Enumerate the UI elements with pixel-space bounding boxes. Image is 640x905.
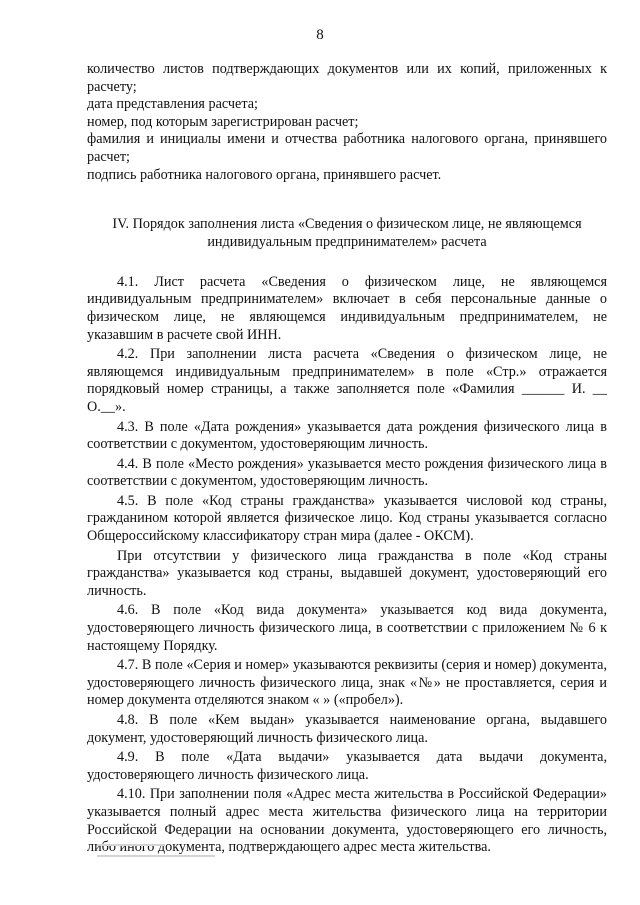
page-number: 8: [316, 27, 324, 43]
paragraph: 4.3. В поле «Дата рождения» указывается дата рождения физического лица в соответствии с документом, удостоверяющим личность.: [87, 418, 607, 453]
section-heading: IV. Порядок заполнения листа «Сведения о физическом лице, не являющемся индивидуальным предпринимателем» расчета: [112, 216, 582, 250]
list-item: фамилия и инициалы имени и отчества работника налогового органа, принявшего расчет;: [87, 131, 607, 165]
stamp-mark-icon: [95, 840, 235, 862]
paragraph: 4.7. В поле «Серия и номер» указываются реквизиты (серия и номер) документа, удостоверяющего личность физического лица, знак «№» не проставляется, серия и номер документа отделяются знаком « » («пробел»).: [87, 657, 607, 709]
paragraph: 4.6. В поле «Код вида документа» указывается код вида документа, удостоверяющего личность физического лица, в соответствии с приложением № 6 к настоящему Порядку.: [87, 602, 607, 654]
faint-registration-stamp: [95, 840, 295, 865]
list-item: номер, под которым зарегистрирован расчет;: [87, 113, 359, 130]
paragraph: 4.2. При заполнении листа расчета «Сведения о физическом лице, не являющемся индивидуальным предпринимателем» в поле «Стр.» отражается порядковый номер страницы, а также заполняется поле «Фамилия ______ И. __ О.__».: [87, 346, 607, 415]
paragraph: 4.8. В поле «Кем выдан» указывается наименование органа, выдавшего документ, удостоверяющий личность физического лица.: [87, 712, 607, 746]
list-item: дата представления расчета;: [87, 96, 258, 113]
paragraph: 4.5. В поле «Код страны гражданства» указывается числовой код страны, гражданином которой является физическое лицо. Код страны указывается согласно Общероссийскому классификатору стран мира (далее - ОКСМ).: [87, 492, 607, 545]
paragraph: 4.9. В поле «Дата выдачи» указывается дата выдачи документа, удостоверяющего личность физического лица.: [87, 749, 607, 783]
paragraph: При отсутствии у физического лица гражданства в поле «Код страны гражданства» указывается код страны, выдавшей документ, удостоверяющий его личность.: [87, 547, 607, 599]
paragraph: 4.10. При заполнении поля «Адрес места жительства в Российской Федерации» указывается полный адрес места жительства физического лица на территории Российской Федерации на основании документа, удостоверяющего его личность, либо иного документа, подтверждающего адрес места жительства.: [87, 786, 607, 856]
paragraph: 4.1. Лист расчета «Сведения о физическом лице, не являющемся индивидуальным предпринимателем» включает в себя персональные данные о физическом лице, не являющемся индивидуальным предпринимателем, не указавшим в расчете свой ИНН.: [87, 273, 607, 343]
receipt-fields-list: [87, 61, 607, 184]
section-body: [87, 274, 607, 857]
list-item: количество листов подтверждающих документов или их копий, приложенных к расчету;: [87, 61, 607, 95]
page-content: [87, 61, 607, 857]
paragraph: 4.4. В поле «Место рождения» указывается место рождения физического лица в соответствии с документом, удостоверяющим личность.: [87, 455, 607, 490]
list-item: подпись работника налогового органа, принявшего расчет.: [87, 166, 442, 183]
